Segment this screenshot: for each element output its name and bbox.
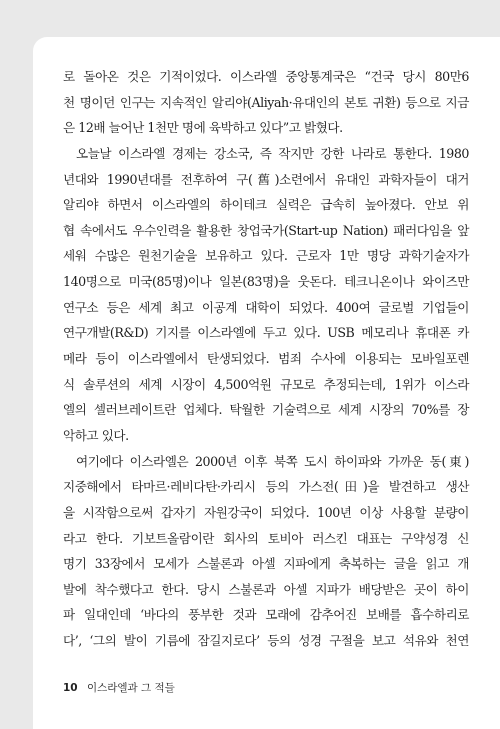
text-line: 연구개발(R&D) 기지를 이스라엘에 두고 있다. USB 메모리나 휴대폰 카: [63, 325, 469, 341]
text-line: 발에 착수했다고 한다. 당시 스불론과 아셀 지파가 배당받은 곳이 하이: [63, 581, 469, 597]
running-title: 이스라엘과 그 적들: [86, 682, 175, 694]
text-line: 식 솔루션의 세계 시장이 4,500억원 규모로 추정되는데, 1위가 이스라: [63, 376, 469, 392]
text-line: 년대와 1990년대를 전후하여 구(舊)소련에서 유대인 과학자들이 대거: [63, 171, 469, 187]
text-line: 명기 33장에서 모세가 스불론과 아셀 지파에게 축복하는 글을 읽고 개: [63, 556, 469, 572]
text-line: 알리야 하면서 이스라엘의 하이테크 실력은 급속히 높아졌다. 안보 위: [63, 197, 469, 213]
text-line: 악하고 있다.: [63, 427, 129, 443]
text-line: 천 명이던 인구는 지속적인 알리야(Aliyah·유대인의 본토 귀환) 등으로 지금: [63, 94, 469, 110]
text-line: 메라 등이 이스라엘에서 탄생되었다. 범죄 수사에 이용되는 모바일포렌: [63, 351, 469, 367]
text-line: 지중해에서 타마르·레비다탄·카리시 등의 가스전(田)을 발견하고 생산: [63, 479, 469, 495]
text-line: 협 속에서도 우수인력을 활용한 창업국가(Start-up Nation) 패러다임을 앞: [63, 222, 469, 238]
page-number: 10: [63, 682, 78, 694]
text-line: 140명으로 미국(85명)이나 일본(83명)을 웃돈다. 테크니온이나 와이즈만: [63, 274, 469, 290]
text-line: 은 12배 늘어난 1천만 명에 육박하고 있다”고 밝혔다.: [63, 120, 343, 136]
body-text: [63, 64, 469, 654]
text-line: 엘의 셀러브레이트란 업체다. 탁월한 기술력으로 세계 시장의 70%를 장: [63, 402, 469, 418]
text-line: 파 일대인데 ‘바다의 풍부한 것과 모래에 감추어진 보배를 흡수하리로: [63, 607, 469, 623]
text-line: 을 시작함으로써 갑자기 자원강국이 되었다. 100년 이상 사용할 분량이: [63, 504, 469, 520]
text-line: 여기에다 이스라엘은 2000년 이후 북쪽 도시 하이파와 가까운 동(東): [76, 453, 469, 469]
text-line: 로 돌아온 것은 기적이었다. 이스라엘 중앙통계국은 “건국 당시 80만6: [63, 69, 469, 84]
text-line: 연구소 등은 세계 최고 이공계 대학이 되었다. 400여 글로벌 기업들이: [63, 299, 469, 315]
text-line: 다’, ‘그의 발이 기름에 잠길지로다’ 등의 성경 구절을 보고 석유와 천연: [63, 633, 469, 649]
book-page: [33, 37, 500, 729]
text-line: 라고 한다. 기보트올람이란 회사의 토비아 러스킨 대표는 구약성경 신: [63, 530, 469, 546]
text-line: 오늘날 이스라엘 경제는 강소국, 즉 작지만 강한 나라로 통한다. 1980: [76, 145, 469, 161]
text-line: 세워 수많은 원천기술을 보유하고 있다. 근로자 1만 명당 과학기술자가: [63, 248, 469, 264]
page-footer: [63, 680, 175, 695]
